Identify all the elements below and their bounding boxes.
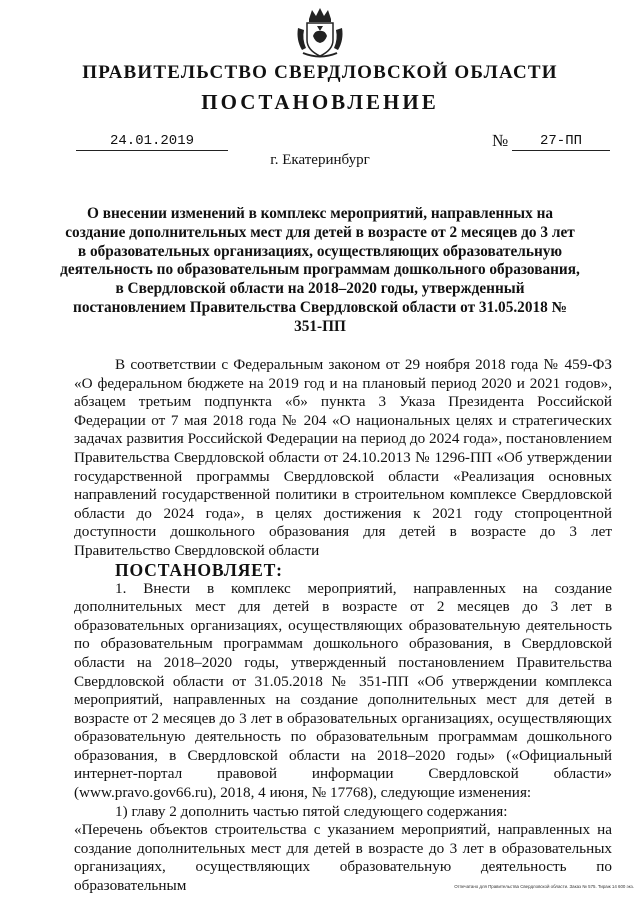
document-date: 24.01.2019 bbox=[76, 133, 228, 151]
preamble-paragraph: В соответствии с Федеральным законом от 29 ноября 2018 года № 459-ФЗ «О федеральном бюджете на 2019 год и на плановый период 2020 и 2021 годов», абзацем третьим подпункта «б» пункта 3 Указа Президента Российской Федерации от 7 мая 2018 года № 204 «О национальных целях и стратегических задачах развития Российской Федерации на период до 2024 года», постановлением Правительства Свердловской области от 24.10.2013 № 1296-ПП «Об утверждении государственной программы Свердловской области «Реализация основных направлений государственной политики в строительном комплексе Свердловской области до 2024 года», в целях достижения к 2021 году стопроцентной доступности дошкольного образования для детей в возрасте до 3 лет Правительство Свердловской области bbox=[74, 356, 612, 559]
document-type: ПОСТАНОВЛЕНИЕ bbox=[201, 90, 439, 114]
document-number: 27-ПП bbox=[512, 133, 610, 151]
quote-paragraph: «Перечень объектов строительства с указанием мероприятий, направленных на создание дополнительных мест для детей в возрасте до 3 лет в образовательных организациях, осуществляющих образовательную деятельность по образовательным bbox=[74, 821, 612, 895]
document-city: г. Екатеринбург bbox=[270, 152, 370, 168]
print-footer: Отпечатано для Правительства Свердловской области. Заказ № 575. Тираж 14 600 экз. bbox=[454, 884, 634, 889]
document-title: О внесении изменений в комплекс мероприятий, направленных на создание дополнительных мест для детей в возрасте от 2 месяцев до 3 лет в образовательных организациях, осуществляющих образовательную деятельность по образовательным программам дошкольного образования, в Свердловской области на 2018–2020 годы, утвержденный постановлением Правительства Свердловской области от 31.05.2018 № 351-ПП bbox=[60, 205, 580, 335]
number-sign: № bbox=[492, 131, 509, 150]
decision-heading: ПОСТАНОВЛЯЕТ: bbox=[115, 559, 283, 580]
government-name: ПРАВИТЕЛЬСТВО СВЕРДЛОВСКОЙ ОБЛАСТИ bbox=[82, 62, 558, 83]
coat-of-arms-emblem bbox=[295, 6, 345, 60]
document-body bbox=[74, 356, 612, 896]
subitem-1-paragraph: 1) главу 2 дополнить частью пятой следующего содержания: bbox=[115, 802, 508, 820]
item-1-paragraph: 1. Внести в комплекс мероприятий, направленных на создание дополнительных мест для детей в возрасте от 2 месяцев до 3 лет в образовательных организациях, осуществляющих образовательную деятельность по образовательным программам дошкольного образования, в Свердловской области на 2018–2020 годы, утвержденный постановлением Правительства Свердловской области от 31.05.2018 № 351-ПП «Об утверждении комплекса мероприятий, направленных на создание дополнительных мест для детей в возрасте от 2 месяцев до 3 лет в образовательных организациях, осуществляющих образовательную деятельность по образовательным программам дошкольного образования, в Свердловской области на 2018–2020 годы» («Официальный интернет-портал правовой информации Свердловской области» (www.pravo.gov66.ru), 2018, 4 июня, № 17768), следующие изменения: bbox=[74, 579, 612, 802]
